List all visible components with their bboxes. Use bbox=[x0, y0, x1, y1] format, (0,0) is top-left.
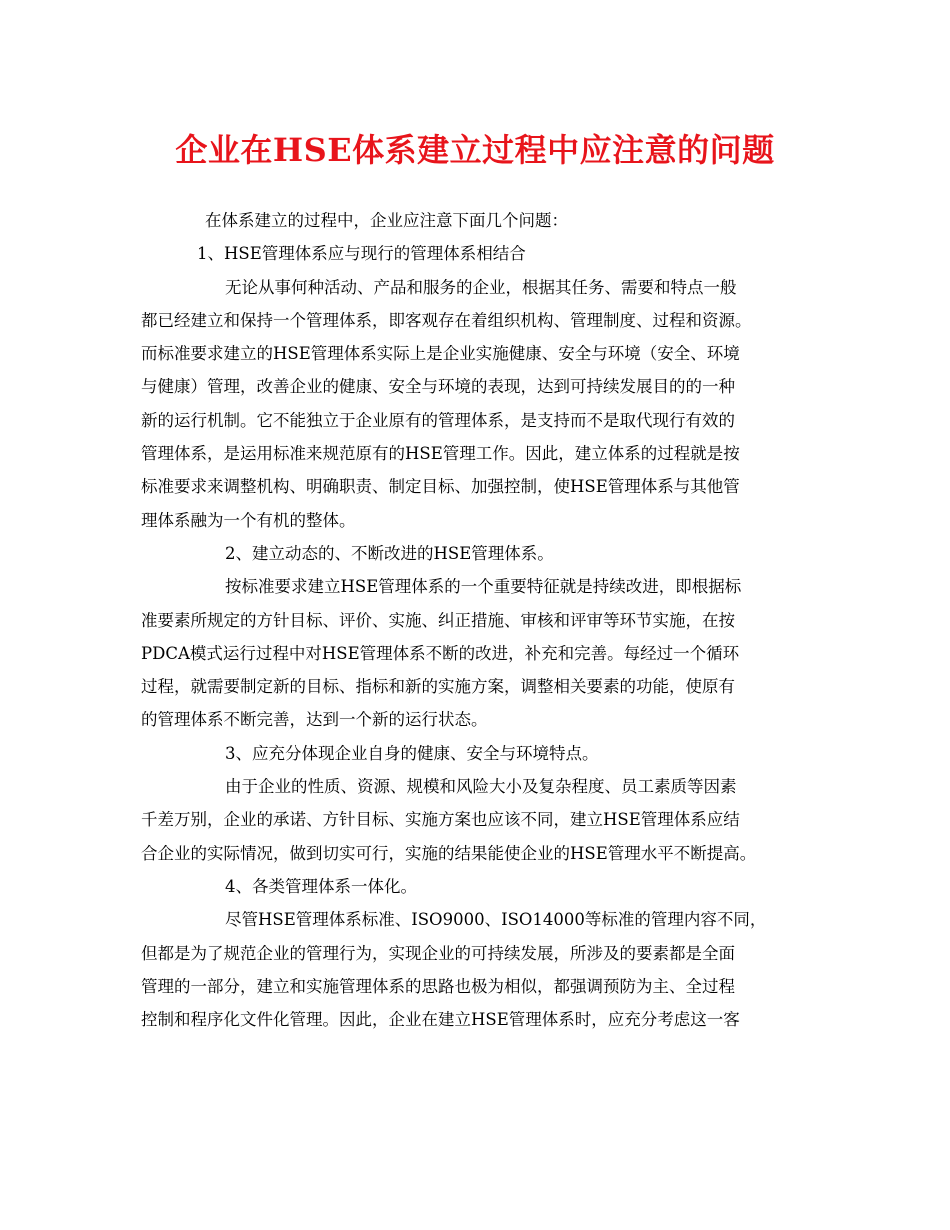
section-heading-1: 1、HSE管理体系应与现行的管理体系相结合 bbox=[197, 244, 526, 264]
paragraph-line: 新的运行机制。它不能独立于企业原有的管理体系，是支持而不是取代现行有效的 bbox=[141, 410, 735, 430]
paragraph-line: 标准要求来调整机构、明确职责、制定目标、加强控制，使HSE管理体系与其他管 bbox=[141, 477, 740, 497]
paragraph-line: 尽管HSE管理体系标准、ISO9000、ISO14000等标准的管理内容不同， bbox=[225, 910, 767, 930]
document-body bbox=[141, 204, 821, 1036]
paragraph-line: 合企业的实际情况，做到切实可行，实施的结果能使企业的HSE管理水平不断提高。 bbox=[141, 843, 757, 863]
paragraph-line: 控制和程序化文件化管理。因此，企业在建立HSE管理体系时，应充分考虑这一客 bbox=[141, 1010, 740, 1030]
paragraph-line: 而标准要求建立的HSE管理体系实际上是企业实施健康、安全与环境（安全、环境 bbox=[141, 344, 740, 364]
paragraph-line: 准要素所规定的方针目标、评价、实施、纠正措施、审核和评审等环节实施，在按 bbox=[141, 610, 735, 630]
paragraph-line: 无论从事何种活动、产品和服务的企业，根据其任务、需要和特点一般 bbox=[225, 277, 737, 297]
paragraph-line: 按标准要求建立HSE管理体系的一个重要特征就是持续改进，即根据标 bbox=[225, 577, 742, 597]
intro-line: 在体系建立的过程中，企业应注意下面几个问题： bbox=[205, 211, 568, 230]
section-heading-3: 3、应充分体现企业自身的健康、安全与环境特点。 bbox=[225, 743, 599, 763]
paragraph-line: 过程，就需要制定新的目标、指标和新的实施方案，调整相关要素的功能，使原有 bbox=[141, 677, 735, 697]
paragraph-line: PDCA模式运行过程中对HSE管理体系不断的改进，补充和完善。每经过一个循环 bbox=[141, 643, 740, 663]
paragraph-line: 千差万别，企业的承诺、方针目标、实施方案也应该不同，建立HSE管理体系应结 bbox=[141, 810, 740, 830]
section-heading-2: 2、建立动态的、不断改进的HSE管理体系。 bbox=[225, 543, 554, 563]
paragraph-line: 管理体系，是运用标准来规范原有的HSE管理工作。因此，建立体系的过程就是按 bbox=[141, 444, 740, 464]
paragraph-line: 但都是为了规范企业的管理行为，实现企业的可持续发展，所涉及的要素都是全面 bbox=[141, 943, 735, 963]
paragraph-line: 与健康）管理，改善企业的健康、安全与环境的表现，达到可持续发展目的的一种 bbox=[141, 377, 735, 397]
paragraph-line: 由于企业的性质、资源、规模和风险大小及复杂程度、员工素质等因素 bbox=[225, 777, 737, 797]
section-heading-4: 4、各类管理体系一体化。 bbox=[225, 876, 417, 896]
document-title: 企业在HSE体系建立过程中应注意的问题 bbox=[175, 131, 775, 169]
paragraph-line: 管理的一部分，建立和实施管理体系的思路也极为相似，都强调预防为主、全过程 bbox=[141, 976, 735, 996]
paragraph-line: 理体系融为一个有机的整体。 bbox=[141, 510, 356, 530]
paragraph-line: 的管理体系不断完善，达到一个新的运行状态。 bbox=[141, 710, 488, 730]
paragraph-line: 都已经建立和保持一个管理体系，即客观存在着组织机构、管理制度、过程和资源。 bbox=[141, 310, 752, 330]
